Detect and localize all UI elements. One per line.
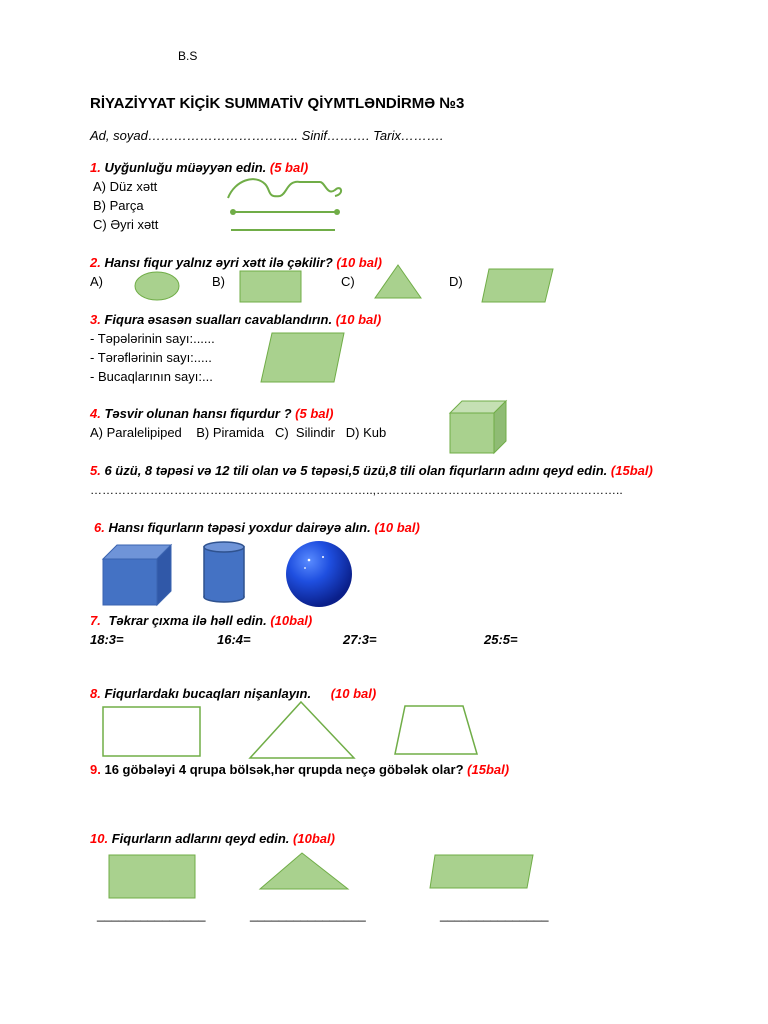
q8-number: 8.: [90, 686, 101, 701]
q7-points: (10bal): [270, 613, 313, 628]
q2-option-c: C): [341, 274, 355, 289]
q10-text: Fiqurların adlarını qeyd edin.: [111, 831, 290, 846]
q5-number: 5.: [90, 463, 101, 478]
q2-parallelogram-shape: [481, 268, 555, 304]
q1-lines-figure: [225, 176, 355, 236]
question-3: [90, 312, 381, 328]
q8-points: (10 bal): [330, 686, 377, 701]
question-6: [94, 520, 420, 536]
q2-points: (10 bal): [336, 255, 382, 270]
q6-cube-front-face: [103, 559, 157, 605]
q5-text: 6 üzü, 8 təpəsi və 12 tili olan və 5 təpəsi,5 üzü,8 tili olan fiqurların adını qeyd edin.: [104, 463, 608, 478]
q2-oval-shape: [134, 271, 182, 301]
q3-vertices-line: - Təpələrinin sayı:......: [90, 331, 215, 346]
q2-number: 2.: [90, 255, 101, 270]
q7-number: 7.: [90, 613, 101, 628]
q6-cylinder-top: [204, 542, 244, 552]
q3-text: Fiqura əsasən sualları cavablandırın.: [104, 312, 333, 327]
q6-sphere-figure: [285, 540, 355, 610]
q2-option-d: D): [449, 274, 463, 289]
q10-blank-2[interactable]: ________________: [250, 907, 366, 922]
q10-parallelogram-figure: [429, 854, 535, 890]
q4-options: A) Paralelipiped B) Piramida C) Silindir D) Kub: [90, 425, 387, 440]
q5-points: (15bal): [610, 463, 653, 478]
student-info-line: Ad, soyad…………………………….. Sinif………. Tarix……….: [90, 128, 444, 143]
question-5: [90, 463, 653, 479]
q9-number: 9.: [90, 762, 101, 777]
q8-text: Fiqurlardakı bucaqları nişanlayın.: [104, 686, 312, 701]
q3-angles-line: - Bucaqlarının sayı:...: [90, 369, 213, 384]
q8-triangle-figure[interactable]: [248, 700, 356, 760]
q6-number: 6.: [94, 520, 105, 535]
q10-rectangle-figure: [108, 854, 198, 900]
q10-triangle-figure: [258, 851, 350, 891]
q3-parallelogram-figure: [260, 332, 346, 384]
q10-blank-3[interactable]: _______________: [440, 907, 549, 922]
q7-problem-3: 27:3=: [343, 632, 377, 647]
q1-number: 1.: [90, 160, 101, 175]
q8-trapezoid-figure[interactable]: [393, 704, 479, 756]
q6-points: (10 bal): [374, 520, 420, 535]
question-9: [90, 762, 509, 778]
q8-rectangle-figure[interactable]: [102, 706, 202, 758]
q1-text: Uyğunluğu müəyyən edin.: [104, 160, 267, 175]
q4-number: 4.: [90, 406, 101, 421]
q7-problem-2: 16:4=: [217, 632, 251, 647]
q6-text: Hansı fiqurların təpəsi yoxdur dairəyə alın.: [108, 520, 371, 535]
q10-blank-1[interactable]: _______________: [97, 907, 206, 922]
question-4: [90, 406, 333, 422]
q4-points: (5 bal): [295, 406, 334, 421]
q6-cylinder-figure: [202, 540, 246, 604]
q6-cube-figure: [101, 543, 173, 607]
q1-segment-endpoint-right: [334, 209, 340, 215]
q1-segment-endpoint-left: [230, 209, 236, 215]
q5-answer-line[interactable]: ……………………………………………………………..,……………………………………………………..: [90, 483, 623, 497]
question-10: [90, 831, 335, 847]
q7-text: Təkrar çıxma ilə həll edin.: [108, 613, 267, 628]
q3-points: (10 bal): [335, 312, 382, 327]
q2-option-b: B): [212, 274, 225, 289]
q2-text: Hansı fiqur yalnız əyri xətt ilə çəkilir?: [104, 255, 333, 270]
page-title: RİYAZİYYAT KİÇİK SUMMATİV QİYMTLƏNDİRMƏ №3: [90, 95, 465, 112]
q6-cylinder-body: [204, 547, 244, 597]
q2-triangle-shape: [374, 264, 424, 300]
q7-problem-4: 25:5=: [484, 632, 518, 647]
q10-number: 10.: [90, 831, 109, 846]
question-7: [90, 613, 312, 629]
q1-option-a: A) Düz xətt: [93, 179, 158, 194]
q4-cube-front-face: [450, 413, 494, 453]
q10-points: (10bal): [293, 831, 335, 846]
q9-points: (15bal): [467, 762, 510, 777]
q3-number: 3.: [90, 312, 101, 327]
q2-option-a: A): [90, 274, 103, 289]
q1-curved-line: [228, 179, 341, 198]
question-2: [90, 255, 382, 271]
question-1: [90, 160, 308, 176]
q2-rectangle-shape: [239, 270, 303, 304]
q3-sides-line: - Tərəflərinin sayı:.....: [90, 350, 212, 365]
q4-text: Təsvir olunan hansı fiqurdur ?: [104, 406, 292, 421]
q1-option-c: C) Əyri xətt: [93, 217, 159, 232]
q4-cube-figure: [448, 399, 510, 455]
q9-text: 16 göbələyi 4 qrupa bölsək,hər qrupda neçə göbələk olar?: [104, 762, 464, 777]
teacher-initials: B.S: [178, 49, 198, 63]
q1-points: (5 bal): [269, 160, 309, 175]
q7-problem-1: 18:3=: [90, 632, 124, 647]
q1-option-b: B) Parça: [93, 198, 144, 213]
